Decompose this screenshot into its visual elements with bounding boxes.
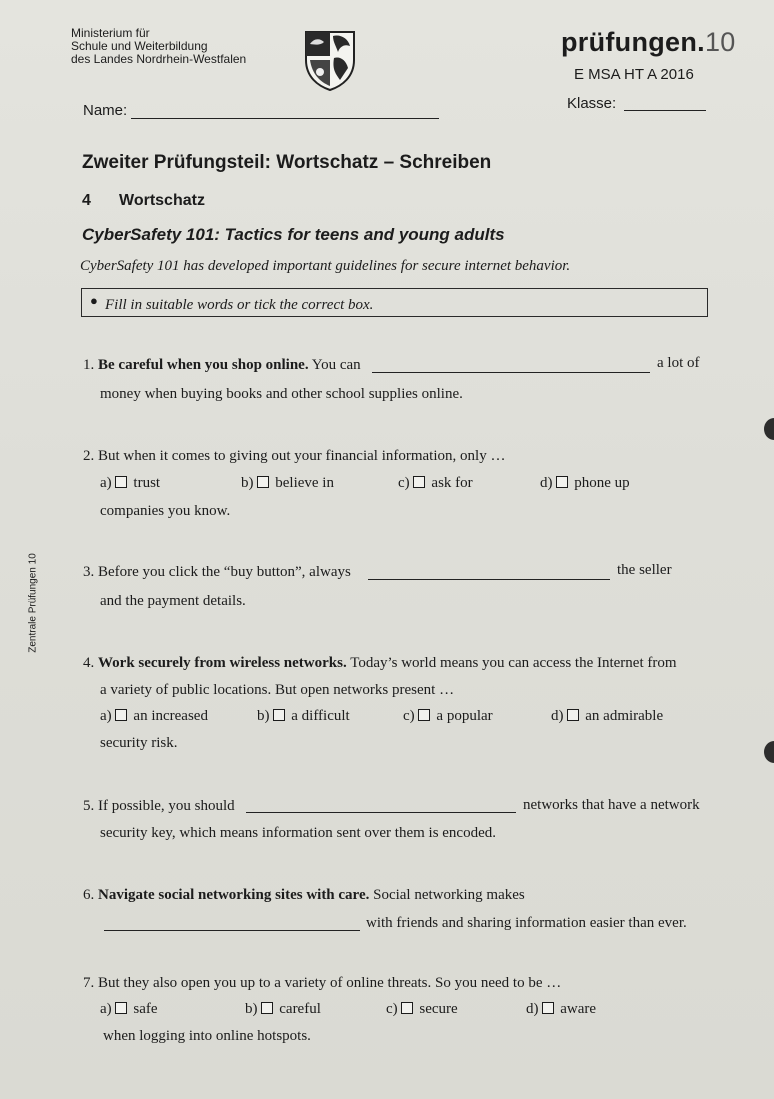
item-3-after: the seller	[617, 562, 672, 578]
punch-hole	[764, 418, 774, 440]
checkbox[interactable]	[567, 709, 579, 721]
checkbox[interactable]	[556, 476, 568, 488]
item-5-after: networks that have a network	[523, 797, 700, 813]
option-d-phone-up[interactable]: d) phone up	[540, 475, 630, 491]
item-2-text: 2. But when it comes to giving out your financial information, only …	[83, 448, 506, 464]
item-6-text: 6. Navigate social networking sites with care. Social networking makes	[83, 887, 525, 903]
item-3-text: 3. Before you click the “buy button”, always	[83, 564, 351, 580]
side-label: Zentrale Prüfungen 10	[27, 553, 39, 653]
exam-code: E MSA HT A 2016	[574, 66, 694, 83]
item-1-after: a lot of	[657, 355, 700, 371]
checkbox[interactable]	[542, 1002, 554, 1014]
option-b-believe-in[interactable]: b) believe in	[241, 475, 334, 491]
punch-hole	[764, 741, 774, 763]
checkbox[interactable]	[115, 1002, 127, 1014]
option-a-safe[interactable]: a) safe	[100, 1001, 158, 1017]
intro-text: CyberSafety 101 has developed important guidelines for secure internet behavior.	[80, 258, 571, 274]
checkbox[interactable]	[257, 476, 269, 488]
name-field[interactable]	[131, 118, 439, 119]
item-4-text: 4. Work securely from wireless networks. Today’s world means you can access the Internet from	[83, 655, 677, 671]
item-1-blank[interactable]	[372, 372, 650, 373]
option-b-careful[interactable]: b) careful	[245, 1001, 321, 1017]
checkbox[interactable]	[413, 476, 425, 488]
instruction-text: Fill in suitable words or tick the correct box.	[105, 297, 374, 313]
task-number: 4	[82, 192, 91, 209]
option-a-trust[interactable]: a) trust	[100, 475, 161, 491]
brand-logo: prüfungen.10	[561, 27, 736, 57]
item-4-line3: security risk.	[100, 735, 178, 751]
task-title: Wortschatz	[119, 192, 205, 209]
item-5-text: 5. If possible, you should	[83, 798, 235, 814]
item-1-line2: money when buying books and other school supplies online.	[100, 386, 463, 402]
item-6-blank[interactable]	[104, 930, 360, 931]
option-c-ask-for[interactable]: c) ask for	[398, 475, 473, 491]
checkbox[interactable]	[273, 709, 285, 721]
option-d-an-admirable[interactable]: d) an admirable	[551, 708, 664, 724]
item-1-text: 1. Be careful when you shop online. You can	[83, 357, 361, 373]
checkbox[interactable]	[261, 1002, 273, 1014]
nrw-crest-icon	[300, 30, 360, 92]
item-5-blank[interactable]	[246, 812, 516, 813]
bullet-icon: ●	[90, 293, 98, 308]
option-c-a-popular[interactable]: c) a popular	[403, 708, 493, 724]
section-title: Zweiter Prüfungsteil: Wortschatz – Schreiben	[82, 152, 492, 173]
item-3-line2: and the payment details.	[100, 593, 246, 609]
checkbox[interactable]	[115, 709, 127, 721]
checkbox[interactable]	[418, 709, 430, 721]
class-field[interactable]	[624, 110, 706, 111]
ministry-name: Ministerium für Schule und Weiterbildung des Landes Nordrhein-Westfalen	[71, 26, 247, 66]
option-a-an-increased[interactable]: a) an increased	[100, 708, 208, 724]
item-7-line2: when logging into online hotspots.	[103, 1028, 311, 1044]
item-3-blank[interactable]	[368, 579, 610, 580]
item-2-line2: companies you know.	[100, 503, 231, 519]
class-label: Klasse:	[567, 95, 617, 112]
item-6-after: with friends and sharing information easier than ever.	[366, 915, 687, 931]
item-7-text: 7. But they also open you up to a variety of online threats. So you need to be …	[83, 975, 562, 991]
option-d-aware[interactable]: d) aware	[526, 1001, 597, 1017]
text-title: CyberSafety 101: Tactics for teens and young adults	[82, 225, 505, 244]
checkbox[interactable]	[115, 476, 127, 488]
option-b-a-difficult[interactable]: b) a difficult	[257, 708, 350, 724]
checkbox[interactable]	[401, 1002, 413, 1014]
name-label: Name:	[83, 102, 128, 119]
option-c-secure[interactable]: c) secure	[386, 1001, 458, 1017]
item-5-line2: security key, which means information sent over them is encoded.	[100, 825, 496, 841]
item-4-line2: a variety of public locations. But open networks present …	[100, 682, 455, 698]
